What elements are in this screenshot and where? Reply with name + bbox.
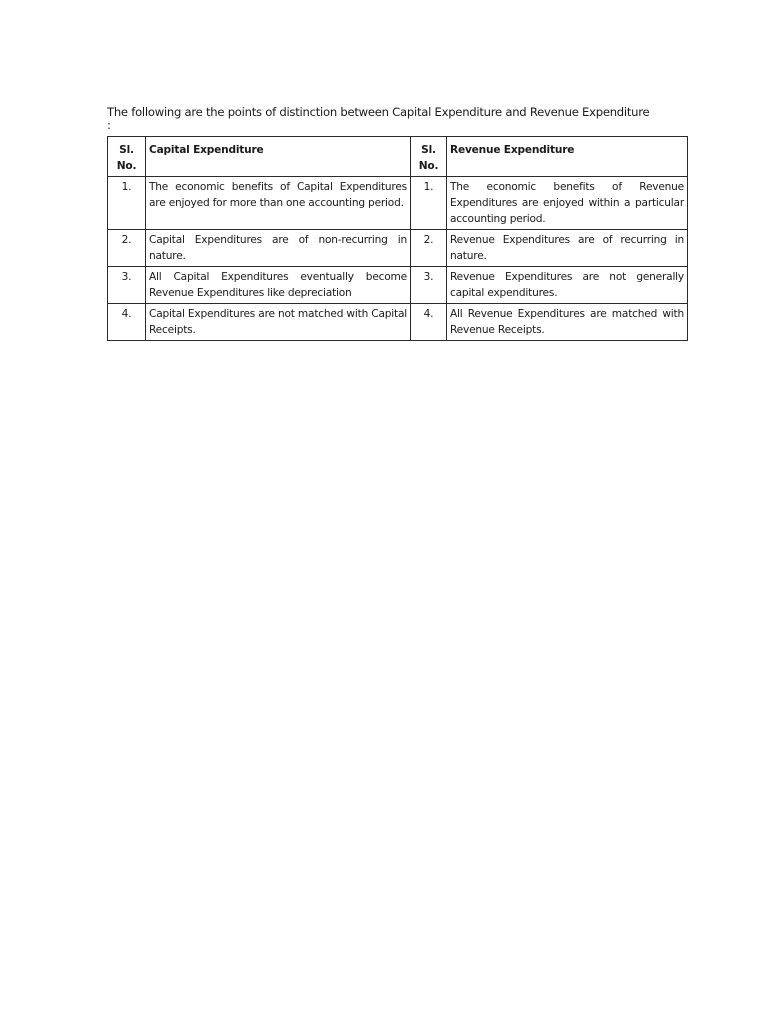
row-sno-right: 1.	[411, 177, 447, 230]
header-revenue-expenditure: Revenue Expenditure	[447, 137, 688, 177]
table-row	[108, 267, 688, 304]
row-sno-left: 1.	[108, 177, 146, 230]
table-row	[108, 230, 688, 267]
header-sno-right: Sl. No.	[411, 137, 447, 177]
row-sno-right: 4.	[411, 304, 447, 341]
table-row	[108, 304, 688, 341]
capital-cell: Capital Expenditures are of non-recurring in nature.	[146, 230, 411, 267]
comparison-table	[107, 136, 688, 341]
row-sno-left: 4.	[108, 304, 146, 341]
row-sno-right: 2.	[411, 230, 447, 267]
table-row	[108, 177, 688, 230]
capital-cell: The economic benefits of Capital Expenditures are enjoyed for more than one accounting period.	[146, 177, 411, 230]
revenue-cell: All Revenue Expenditures are matched with Revenue Receipts.	[447, 304, 688, 341]
header-sno-left: Sl. No.	[108, 137, 146, 177]
row-sno-left: 3.	[108, 267, 146, 304]
capital-cell: All Capital Expenditures eventually become Revenue Expenditures like depreciation	[146, 267, 411, 304]
revenue-cell: Revenue Expenditures are of recurring in nature.	[447, 230, 688, 267]
intro-colon: :	[107, 118, 111, 132]
revenue-cell: Revenue Expenditures are not generally capital expenditures.	[447, 267, 688, 304]
revenue-cell: The economic benefits of Revenue Expenditures are enjoyed within a particular accounting period.	[447, 177, 688, 230]
header-capital-expenditure: Capital Expenditure	[146, 137, 411, 177]
intro-text: The following are the points of distinction between Capital Expenditure and Revenue Expenditure	[107, 105, 650, 119]
capital-cell: Capital Expenditures are not matched with Capital Receipts.	[146, 304, 411, 341]
row-sno-left: 2.	[108, 230, 146, 267]
table-header-row	[108, 137, 688, 177]
row-sno-right: 3.	[411, 267, 447, 304]
